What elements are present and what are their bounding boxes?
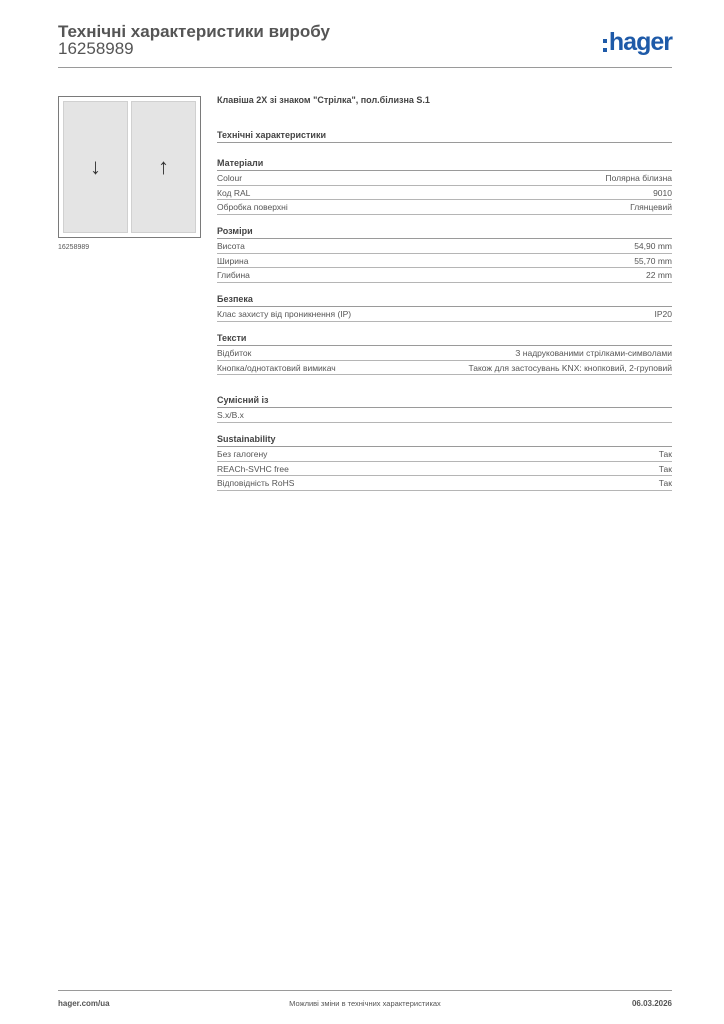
spec-value: Так: [658, 478, 672, 489]
logo-dots-icon: [603, 39, 607, 52]
page-footer: [58, 990, 672, 1010]
spec-value: 55,70 mm: [634, 255, 672, 266]
footer-website-link[interactable]: hager.com/ua: [58, 999, 110, 1008]
spec-row: [217, 447, 672, 462]
spec-value: Полярна білизна: [605, 173, 672, 183]
spec-row: [217, 476, 672, 491]
section-heading: Сумісний із: [217, 395, 672, 408]
spec-label: Висота: [217, 241, 245, 252]
spec-row: [217, 307, 672, 322]
rocker-left: [63, 101, 128, 233]
footer-date: 06.03.2026: [631, 999, 672, 1008]
spec-label: Colour: [217, 173, 243, 183]
spec-value: 9010: [653, 187, 672, 198]
spec-row: [217, 186, 672, 201]
document-title: Технічні характеристики виробу: [58, 22, 330, 41]
spec-label: Без галогену: [217, 448, 268, 459]
spec-value: Також для застосувань KNX: кнопковий, 2-груповий: [468, 362, 672, 373]
spec-row: [217, 346, 672, 361]
rocker-right: [131, 101, 196, 233]
section-materials: [217, 158, 672, 215]
footer-notice: Можливі зміни в технічних характеристиках: [289, 999, 441, 1008]
image-caption: 16258989: [58, 244, 90, 251]
spec-value: 22 mm: [646, 270, 672, 281]
spec-row: [217, 171, 672, 186]
spec-label: Ширина: [217, 255, 249, 266]
spec-value: З надрукованими стрілками-символами: [515, 347, 672, 358]
spec-row: [217, 268, 672, 283]
section-sustainability: [217, 434, 672, 491]
section-heading: Sustainability: [217, 434, 672, 447]
spec-label: Відбиток: [217, 347, 252, 358]
spec-row: [217, 408, 672, 423]
spec-row: [217, 462, 672, 477]
section-heading: Матеріали: [217, 158, 672, 171]
arrow-down-icon: ↓: [90, 154, 101, 179]
section-safety: [217, 294, 672, 322]
spec-label: Обробка поверхні: [217, 202, 288, 213]
product-image: [58, 96, 201, 238]
spec-label: Відповідність RoHS: [217, 478, 295, 489]
spec-value: 54,90 mm: [634, 241, 672, 252]
spec-label: REACh-SVHC free: [217, 463, 289, 474]
spec-value: Так: [658, 463, 672, 474]
section-heading: Безпека: [217, 294, 672, 307]
arrow-up-icon: ↑: [158, 154, 169, 179]
product-name: Клавіша 2X зі знаком "Стрілка", пол.білизна S.1: [217, 95, 430, 105]
document-number: 16258989: [58, 39, 134, 58]
spec-value: IP20: [654, 309, 672, 320]
section-heading: Розміри: [217, 226, 672, 239]
spec-content: [217, 95, 672, 502]
spec-label: S.x/B.x: [217, 410, 244, 421]
spec-label: Клас захисту від проникнення (IP): [217, 309, 352, 320]
section-heading: Тексти: [217, 333, 672, 346]
hager-logo: [603, 28, 672, 57]
spec-label: Кнопка/однотактовий вимикач: [217, 362, 336, 373]
spec-label: Глибина: [217, 270, 250, 281]
section-dimensions: [217, 226, 672, 283]
spec-value: Глянцевий: [630, 202, 672, 213]
spec-title: Технічні характеристики: [217, 130, 672, 143]
page-header: [58, 22, 672, 68]
spec-row: [217, 254, 672, 269]
spec-label: Код RAL: [217, 187, 251, 198]
section-texts: [217, 333, 672, 375]
spec-row: [217, 361, 672, 376]
spec-row: [217, 200, 672, 215]
logo-text: hager: [608, 28, 672, 56]
section-compatible: [217, 395, 672, 423]
spec-row: [217, 239, 672, 254]
spec-value: Так: [658, 448, 672, 459]
